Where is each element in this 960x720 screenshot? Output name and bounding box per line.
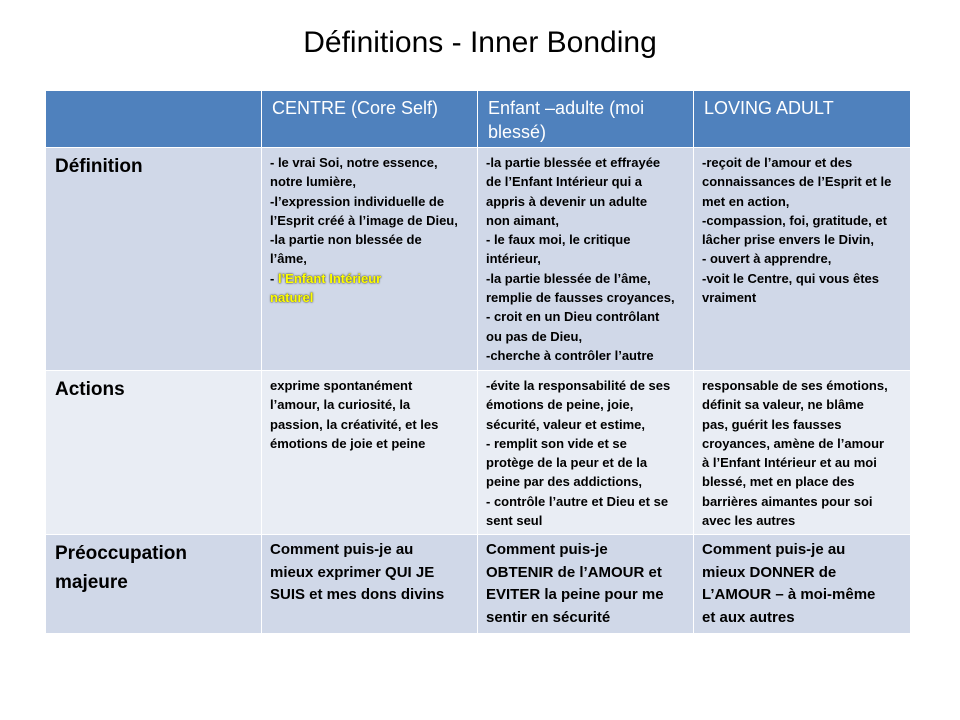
text-line: -reçoit de l’amour et des: [702, 155, 853, 170]
text-line: notre lumière,: [270, 174, 356, 190]
text-line: - remplit son vide et se: [486, 435, 627, 451]
text-line: - le vrai Soi, notre essence,: [270, 155, 438, 170]
row-label-definition: Définition: [46, 148, 262, 371]
text-line: - ouvert à apprendre,: [702, 251, 832, 267]
text-line: - croit en un Dieu contrôlant: [486, 309, 660, 325]
text-line: -évite la responsabilité de ses: [486, 378, 671, 393]
text-line: appris à devenir un adulte: [486, 193, 648, 209]
definitions-table: [45, 90, 911, 634]
text-line: exprime spontanément: [270, 378, 413, 393]
text-line: -voit le Centre, qui vous êtes: [702, 270, 879, 286]
text-line: intérieur,: [486, 251, 541, 267]
text-line: -l’expression individuelle de: [270, 193, 445, 209]
text-line: mieux exprimer QUI JE: [270, 563, 435, 581]
row-label-preoccupation: [46, 535, 262, 634]
text-line: émotions de peine, joie,: [486, 397, 634, 413]
text-line: peine par des addictions,: [486, 474, 643, 490]
text-line: blessé, met en place des: [702, 474, 855, 490]
row-label-actions: Actions: [46, 371, 262, 535]
header-centre: CENTRE (Core Self): [262, 91, 478, 148]
text-line: -compassion, foi, gratitude, et: [702, 212, 887, 228]
table-row-actions: [46, 371, 911, 535]
text-line: avec les autres: [702, 513, 796, 529]
text-line: L’AMOUR – à moi-même: [702, 586, 876, 603]
text-line: non aimant,: [486, 212, 559, 228]
cell-definition-centre: [262, 148, 478, 371]
text-line: l’Esprit créé à l’image de Dieu,: [270, 212, 458, 228]
text-line: - le faux moi, le critique: [486, 232, 631, 248]
text-line: met en action,: [702, 193, 790, 209]
text-line: sécurité, valeur et estime,: [486, 416, 645, 432]
page-title: Définitions - Inner Bonding: [303, 26, 657, 59]
text-line: Comment puis-je au: [270, 541, 414, 558]
header-enfant-adulte: Enfant –adulte (moi blessé): [478, 91, 694, 148]
table-row-definition: [46, 148, 911, 371]
text-line: barrières aimantes pour soi: [702, 493, 873, 509]
text-line: sent seul: [486, 513, 543, 529]
cell-definition-enfant: [478, 148, 694, 371]
text-line: Comment puis-je au: [702, 541, 846, 558]
table-header-row: [46, 91, 911, 148]
cell-actions-centre: [262, 371, 478, 535]
text-line: EVITER la peine pour me: [486, 586, 664, 603]
row-label-line: Préoccupation: [55, 543, 187, 564]
text-line: l’âme,: [270, 251, 307, 267]
text-line: -la partie non blessée de: [270, 232, 422, 248]
text-line: de l’Enfant Intérieur qui a: [486, 174, 643, 190]
table-row-preoccupation: [46, 535, 911, 634]
text-line: -la partie blessée et effrayée: [486, 155, 661, 170]
text-line: responsable de ses émotions,: [702, 378, 888, 393]
text-line: définit sa valeur, ne blâme: [702, 397, 864, 413]
text-line: protège de la peur et de la: [486, 455, 648, 471]
highlighted-text: l’Enfant Intérieur: [277, 270, 382, 286]
text-line: remplie de fausses croyances,: [486, 290, 675, 306]
text-line: OBTENIR de l’AMOUR et: [486, 563, 662, 581]
highlighted-text: naturel: [270, 290, 314, 306]
cell-actions-loving-adult: [694, 371, 911, 535]
text-line: et aux autres: [702, 608, 795, 626]
text-line: mieux DONNER de: [702, 563, 837, 581]
highlight-line: [270, 269, 469, 288]
text-line: sentir en sécurité: [486, 608, 611, 626]
cell-preoccupation-enfant: [478, 535, 694, 634]
cell-definition-loving-adult: [694, 148, 911, 371]
text-line: ou pas de Dieu,: [486, 328, 583, 344]
text-line: vraiment: [702, 290, 757, 306]
text-line: - contrôle l’autre et Dieu et se: [486, 493, 669, 509]
header-loving-adult: LOVING ADULT: [694, 91, 911, 148]
text-line: croyances, amène de l’amour: [702, 435, 885, 451]
text-line: à l’Enfant Intérieur et au moi: [702, 455, 877, 471]
cell-actions-enfant: [478, 371, 694, 535]
row-label-line: majeure: [55, 572, 128, 593]
text-line: l’amour, la curiosité, la: [270, 397, 411, 413]
text-line: émotions de joie et peine: [270, 435, 426, 451]
cell-preoccupation-loving-adult: [694, 535, 911, 634]
text-line: Comment puis-je: [486, 541, 608, 558]
text-line: SUIS et mes dons divins: [270, 586, 445, 603]
cell-preoccupation-centre: [262, 535, 478, 634]
text-line: -cherche à contrôler l’autre: [486, 347, 654, 363]
highlight-prefix: -: [270, 270, 278, 286]
header-empty-cell: [46, 91, 262, 148]
text-line: connaissances de l’Esprit et le: [702, 174, 892, 190]
text-line: -la partie blessée de l’âme,: [486, 270, 651, 286]
text-line: pas, guérit les fausses: [702, 416, 842, 432]
text-line: passion, la créativité, et les: [270, 416, 439, 432]
text-line: lâcher prise envers le Divin,: [702, 232, 874, 248]
